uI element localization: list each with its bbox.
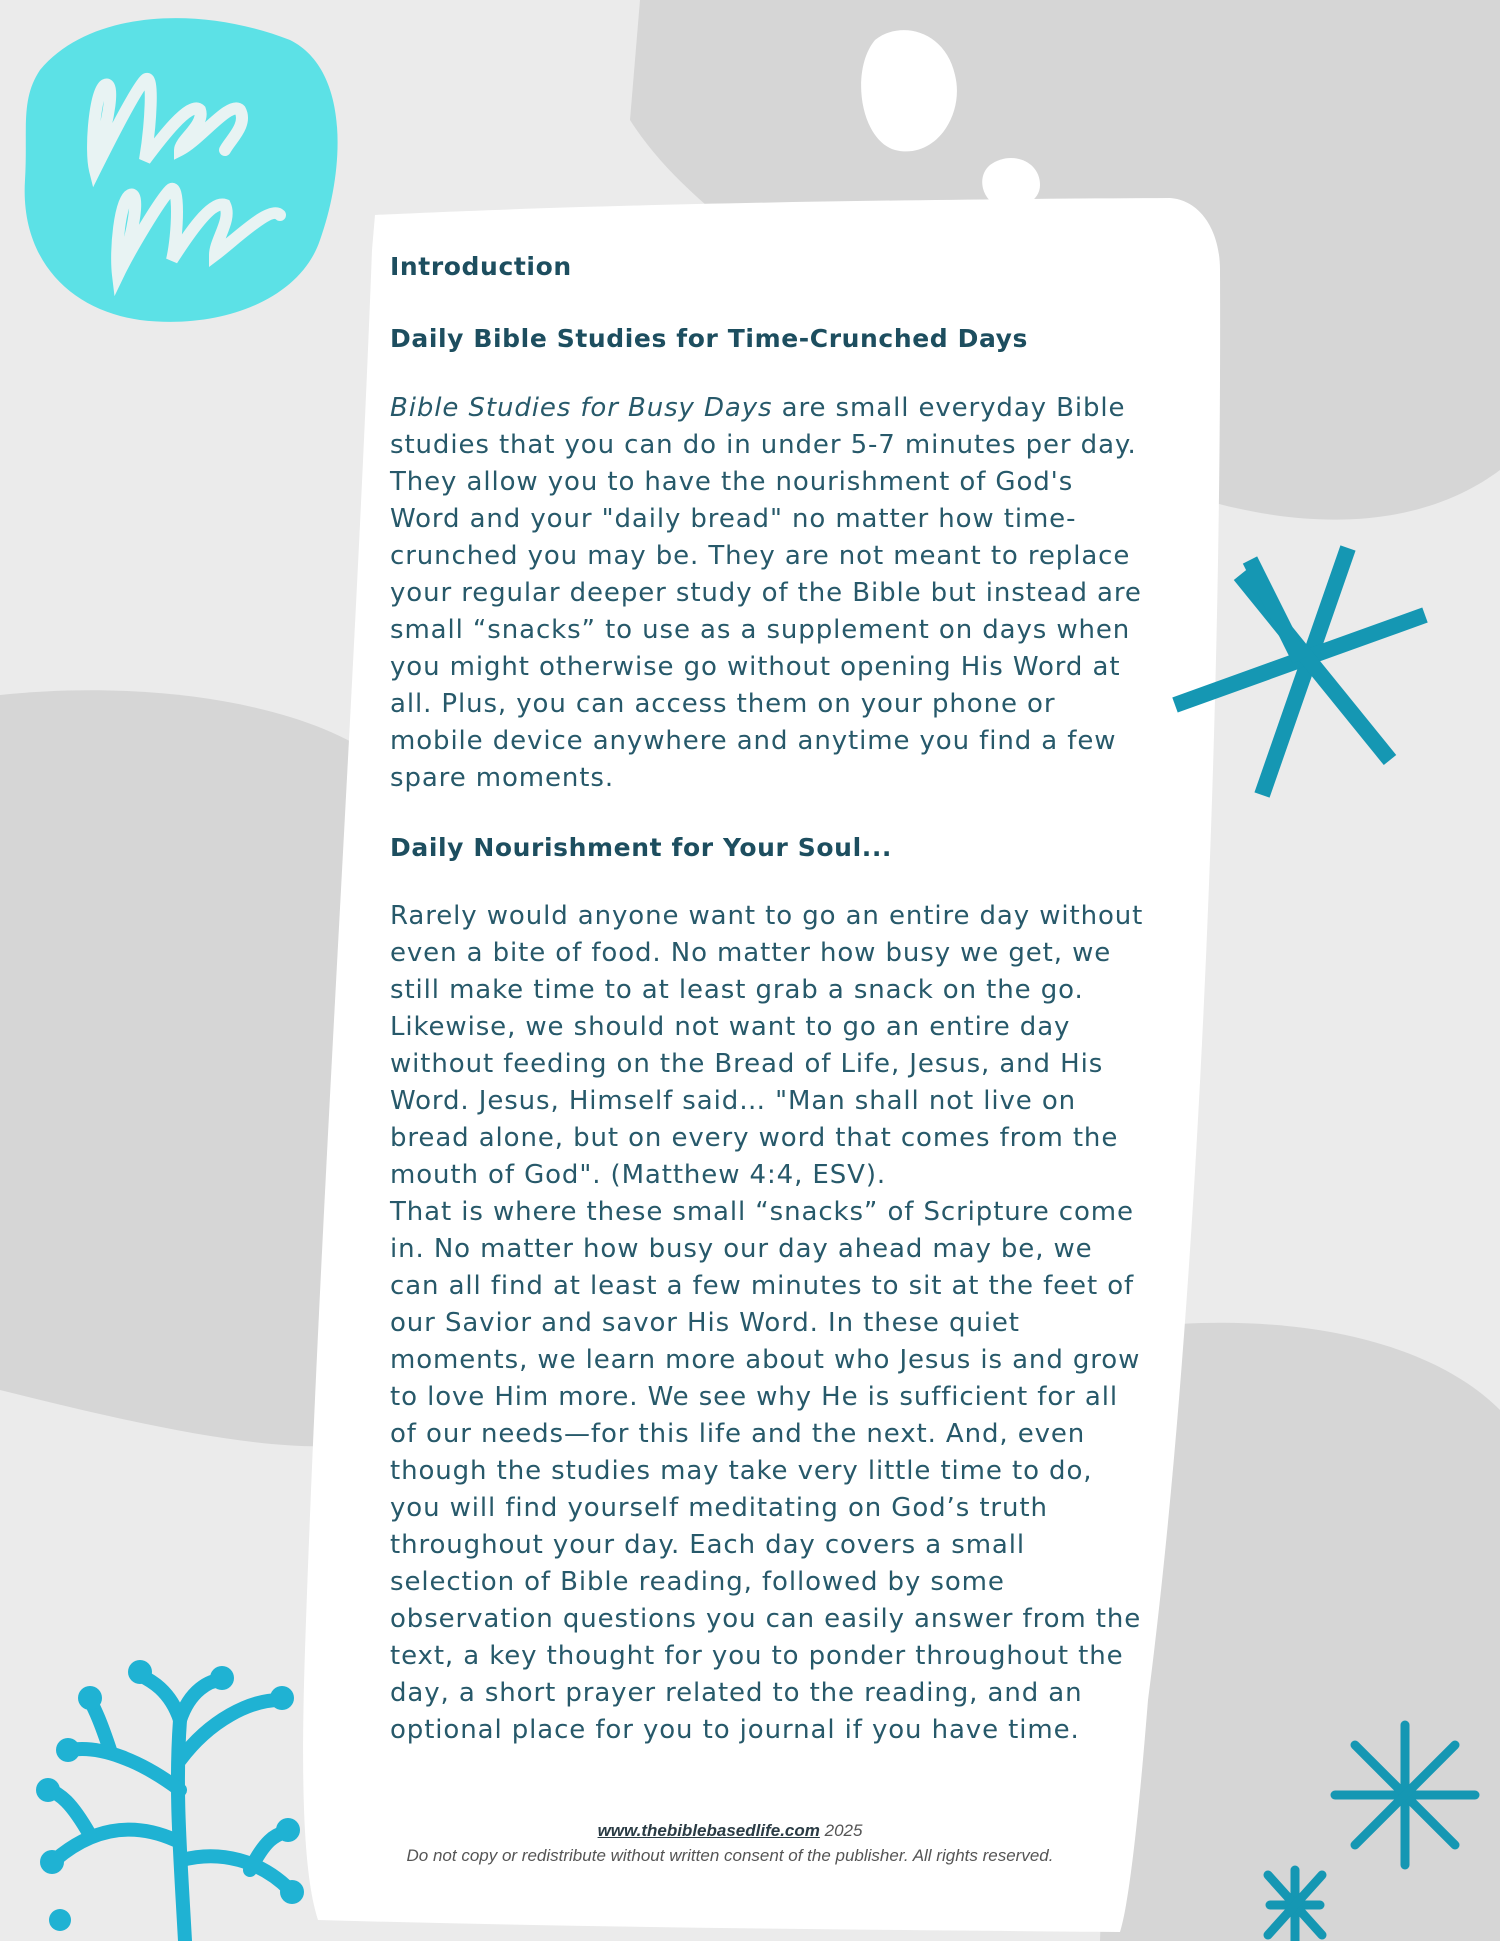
- section2-paragraph-2: That is where these small “snacks” of Scripture come in. No matter how busy our day ahead may be, we can all find at least a few minutes to sit at the feet of our Savior and savor His Word. In these quiet moments, we learn more about who Jesus is and grow to love Him more. We see why He is sufficient for all of our needs—for this life and the next. And, even though the studies may take very little time to do, you will find yourself meditating on God’s truth throughout your day. Each day covers a small selection of Bible reading, followed by some observation questions you can easily answer from the text, a key thought for you to ponder throughout the day, a short prayer related to the reading, and an optional place for you to journal if you have time.: [390, 1197, 1142, 1745]
- document-body: [390, 240, 1150, 1749]
- footer-line-1: [330, 1818, 1130, 1843]
- section1-paragraph: [390, 390, 1150, 797]
- section1-text: are small everyday Bible studies that you can do in under 5-7 minutes per day. They allow you to have the nourishment of God's Word and your "daily bread" no matter how time-crunched you may be. They are not meant to replace your regular deeper study of the Bible but instead are small “snacks” to use as a supplement on days when you might otherwise go without opening His Word at all. Plus, you can access them on your phone or mobile device anywhere and anytime you find a few spare moments.: [390, 393, 1142, 793]
- coral-branch-icon: [50, 1675, 290, 1941]
- loop-doodle-circle-icon: [25, 18, 338, 322]
- footer: [330, 1818, 1130, 1868]
- book-title-italic: Bible Studies for Busy Days: [390, 393, 773, 423]
- section-heading-nourishment: Daily Nourishment for Your Soul...: [390, 833, 893, 862]
- intro-heading: Introduction: [390, 252, 572, 281]
- section-heading-time-crunched: Daily Bible Studies for Time-Crunched Days: [390, 324, 1029, 353]
- section2-paragraph-1: Rarely would anyone want to go an entire day without even a bite of food. No matter how busy we get, we still make time to at least grab a snack on the go. Likewise, we should not want to go an entire day without feeding on the Bread of Life, Jesus, and His Word. Jesus, Himself said… "Man shall not live on bread alone, but on every word that comes from the mouth of God". (Matthew 4:4, ESV).: [390, 901, 1144, 1190]
- footer-year: 2025: [824, 1821, 863, 1840]
- website-link[interactable]: www.thebiblebasedlife.com: [597, 1821, 820, 1840]
- copyright-notice: Do not copy or redistribute without written consent of the publisher. All rights reserved.: [406, 1846, 1054, 1865]
